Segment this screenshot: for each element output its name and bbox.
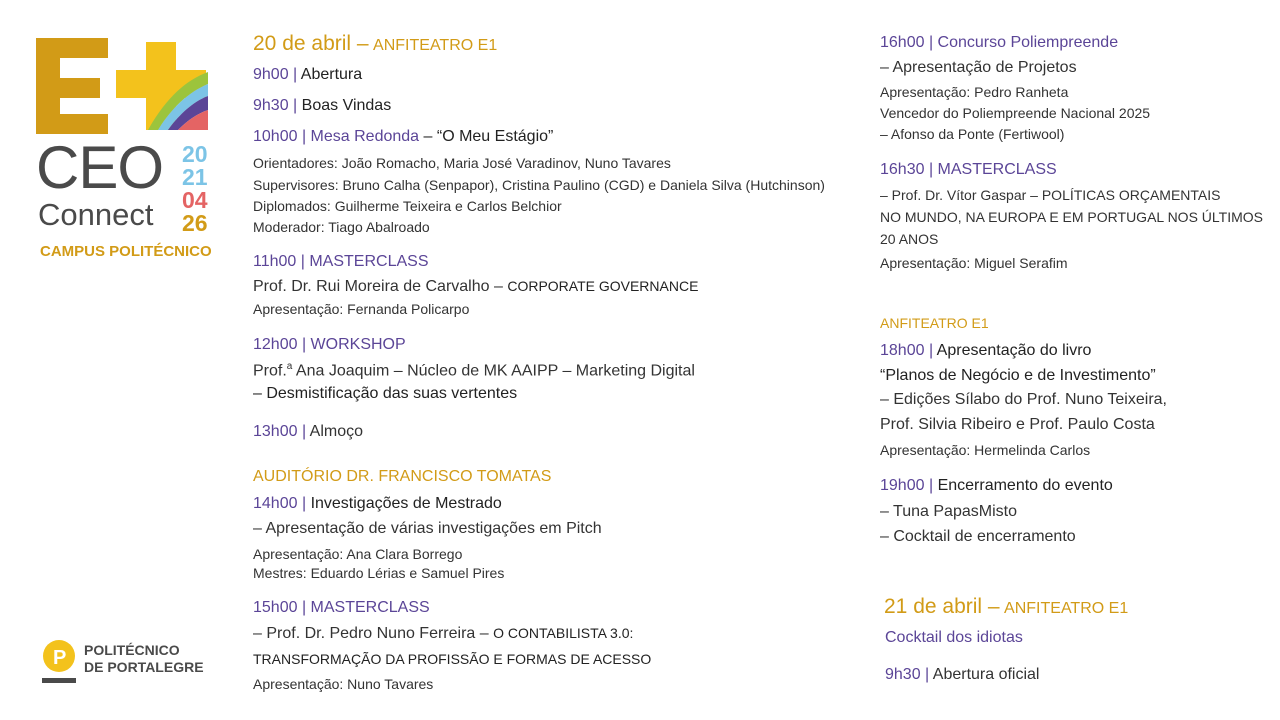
event-title: Boas Vindas: [301, 97, 392, 114]
connect-wordmark: Connect: [38, 197, 154, 232]
event-time-title: 16h00 | Concurso Poliempreende: [880, 34, 1119, 51]
mesa-moderador: Moderador: Tiago Abalroado: [253, 219, 430, 235]
venue-header: ANFITEATRO E1: [880, 315, 989, 331]
institution-line-1: POLITÉCNICO: [84, 642, 180, 658]
institution-name: [84, 642, 204, 676]
ceo-wordmark: CEO: [36, 134, 164, 201]
presenter: Apresentação: Fernanda Policarpo: [253, 301, 470, 317]
masterclass-line-3: 20 ANOS: [880, 231, 939, 247]
presenter: Apresentação: Hermelinda Carlos: [880, 442, 1091, 458]
event-encerramento: 19h00 | Encerramento do evento: [880, 477, 1113, 494]
workshop-line-1: [253, 361, 695, 380]
workshop-line-2: – Desmistificação das suas vertentes: [253, 385, 518, 402]
event-subtitle: – Apresentação de várias investigações em Pitch: [253, 520, 602, 537]
presenter: Apresentação: Miguel Serafim: [880, 255, 1068, 271]
day-date: 20 de abril –: [253, 32, 369, 55]
event-time: 14h00: [253, 495, 298, 512]
topic: O CONTABILISTA 3.0:: [493, 625, 634, 641]
day-header: [253, 32, 497, 56]
book-line-1: – Edições Sílabo do Prof. Nuno Teixeira,: [880, 391, 1167, 408]
event-time: 9h30: [253, 97, 289, 114]
campus-label: CAMPUS POLITÉCNICO: [40, 243, 212, 260]
brand-panel: [0, 0, 240, 720]
speaker: – Prof. Dr. Pedro Nuno Ferreira –: [253, 625, 494, 642]
event-investigacoes: 14h00 | Investigações de Mestrado: [253, 495, 502, 512]
event-abertura: 9h00 | Abertura: [253, 66, 363, 83]
svg-text:P: P: [53, 647, 67, 669]
dash: –: [419, 128, 437, 145]
venue-header: AUDITÓRIO DR. FRANCISCO TOMATAS: [253, 468, 552, 485]
event-time: 13h00: [253, 423, 298, 440]
event-abertura-oficial: 9h30 | Abertura oficial: [885, 666, 1040, 683]
institution-line-2: DE PORTALEGRE: [84, 659, 204, 675]
event-mesa-redonda: [253, 128, 553, 146]
masterclass-line-1: – Prof. Dr. Vítor Gaspar – POLÍTICAS ORÇAMENTAIS: [880, 187, 1221, 203]
book-title: “Planos de Negócio e de Investimento”: [880, 367, 1156, 384]
year-part-2: 21: [182, 164, 208, 190]
masterclass-speaker-line: [253, 625, 633, 643]
day-venue: ANFITEATRO E1: [1004, 600, 1129, 617]
day-date: 21 de abril –: [884, 595, 1000, 618]
event-time-title: 11h00 | MASTERCLASS: [253, 253, 429, 270]
event-title: Apresentação do livro: [936, 342, 1092, 359]
winner-label: Vencedor do Poliempreende Nacional 2025: [880, 105, 1151, 121]
event-livro: 18h00 | Apresentação do livro: [880, 342, 1092, 359]
event-time: 19h00: [880, 477, 925, 494]
mesa-orientadores: Orientadores: João Romacho, Maria José Varadinov, Nuno Tavares: [253, 155, 671, 171]
event-title: Abertura oficial: [932, 666, 1040, 683]
event-title: Encerramento do evento: [937, 477, 1113, 494]
masterclass-speaker-line: [253, 278, 698, 296]
topic-line-2: TRANSFORMAÇÃO DA PROFISSÃO E FORMAS DE ACESSO: [253, 651, 652, 667]
event-subtitle: – Apresentação de Projetos: [880, 59, 1077, 76]
superscript: a: [286, 361, 293, 372]
event-time-title: 12h00 | WORKSHOP: [253, 336, 406, 353]
year-part-3: 04: [182, 187, 208, 213]
masterclass-line-2: NO MUNDO, NA EUROPA E EM PORTUGAL NOS ÚLTIMOS: [880, 209, 1263, 225]
event-title: Investigações de Mestrado: [310, 495, 502, 512]
event-time: 9h00: [253, 66, 289, 83]
e-plus-logo: [36, 38, 216, 138]
presenter: Apresentação: Pedro Ranheta: [880, 84, 1069, 100]
mesa-diplomados: Diplomados: Guilherme Teixeira e Carlos Belchior: [253, 198, 562, 214]
event-time: 18h00: [880, 342, 925, 359]
cocktail-label: Cocktail dos idiotas: [885, 629, 1023, 646]
mestres: Mestres: Eduardo Lérias e Samuel Pires: [253, 565, 505, 581]
presenter: Apresentação: Nuno Tavares: [253, 676, 434, 692]
event-title: Almoço: [309, 423, 364, 440]
year-part-4: 26: [182, 210, 208, 236]
event-quote: “O Meu Estágio”: [436, 128, 554, 145]
event-time-title: 10h00 | Mesa Redonda: [253, 128, 420, 145]
prof-prefix: Prof.: [253, 362, 287, 380]
topic: CORPORATE GOVERNANCE: [507, 278, 699, 294]
workshop-detail: Ana Joaquim – Núcleo de MK AAIPP – Marketing Digital: [292, 362, 695, 380]
event-boas-vindas: 9h30 | Boas Vindas: [253, 97, 392, 114]
event-time-title: 15h00 | MASTERCLASS: [253, 599, 430, 616]
book-line-2: Prof. Silvia Ribeiro e Prof. Paulo Costa: [880, 416, 1155, 433]
day-header: [884, 595, 1128, 619]
presenter: Apresentação: Ana Clara Borrego: [253, 546, 463, 562]
winner-name: – Afonso da Ponte (Fertiwool): [880, 126, 1065, 142]
speaker: Prof. Dr. Rui Moreira de Carvalho –: [253, 278, 508, 295]
closing-item-1: – Tuna PapasMisto: [880, 503, 1017, 520]
event-almoco: 13h00 | Almoço: [253, 423, 364, 440]
event-title: Abertura: [300, 66, 363, 83]
mesa-supervisores: Supervisores: Bruno Calha (Senpapor), Cristina Paulino (CGD) e Daniela Silva (Hutchinson): [253, 177, 825, 193]
year-part-1: 20: [182, 141, 208, 167]
closing-item-2: – Cocktail de encerramento: [880, 528, 1076, 545]
event-time: 9h30: [885, 666, 921, 683]
politecnico-logo-icon: [40, 638, 80, 686]
event-time-title: 16h30 | MASTERCLASS: [880, 161, 1057, 178]
day-venue: ANFITEATRO E1: [373, 37, 498, 54]
